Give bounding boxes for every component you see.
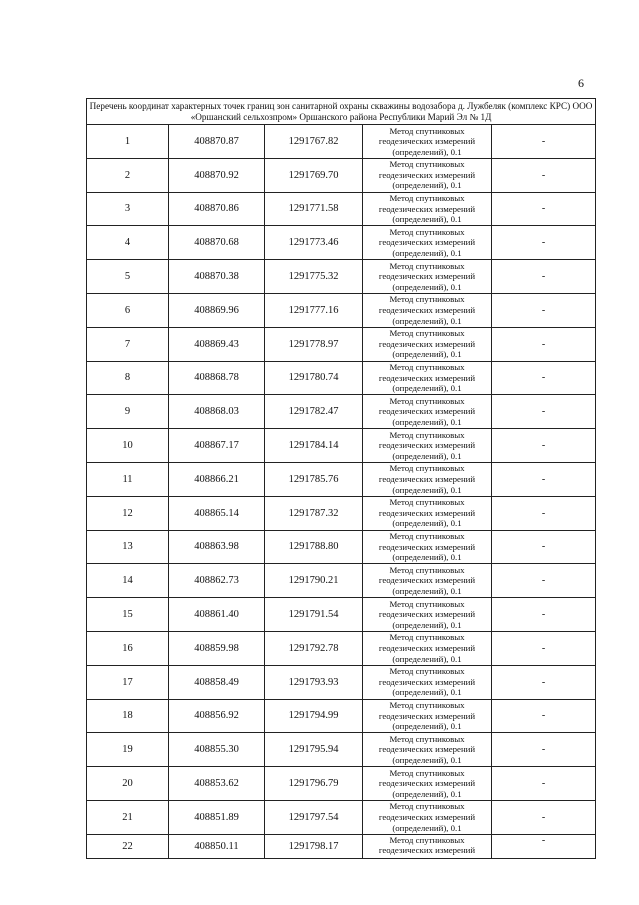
- y-coordinate-cell: 1291769.70: [265, 158, 363, 192]
- method-cell: Метод спутниковых геодезических измерений (определений), 0.1: [363, 293, 492, 327]
- table-row: [87, 834, 596, 858]
- method-cell: Метод спутниковых геодезических измерений (определений), 0.1: [363, 361, 492, 395]
- x-coordinate-cell: 408870.38: [169, 260, 265, 294]
- point-number-cell: 2: [87, 158, 169, 192]
- point-number-cell: 17: [87, 665, 169, 699]
- x-coordinate-cell: 408870.68: [169, 226, 265, 260]
- y-coordinate-cell: 1291794.99: [265, 699, 363, 733]
- empty-value-cell: -: [492, 665, 596, 699]
- method-cell: Метод спутниковых геодезических измерений (определений), 0.1: [363, 327, 492, 361]
- y-coordinate-cell: 1291784.14: [265, 429, 363, 463]
- table-row: [87, 800, 596, 834]
- x-coordinate-cell: 408859.98: [169, 631, 265, 665]
- x-coordinate-cell: 408853.62: [169, 767, 265, 801]
- method-cell: Метод спутниковых геодезических измерений (определений), 0.1: [363, 564, 492, 598]
- table-row: [87, 496, 596, 530]
- table-row: [87, 699, 596, 733]
- table-row: [87, 327, 596, 361]
- point-number-cell: 1: [87, 125, 169, 159]
- table-row: [87, 564, 596, 598]
- table-row: [87, 158, 596, 192]
- empty-value-cell: -: [492, 226, 596, 260]
- y-coordinate-cell: 1291795.94: [265, 733, 363, 767]
- table-row: [87, 226, 596, 260]
- y-coordinate-cell: 1291778.97: [265, 327, 363, 361]
- empty-value-cell: -: [492, 158, 596, 192]
- method-cell: Метод спутниковых геодезических измерений (определений), 0.1: [363, 631, 492, 665]
- empty-value-cell: -: [492, 699, 596, 733]
- table-row: [87, 733, 596, 767]
- method-cell: Метод спутниковых геодезических измерений (определений), 0.1: [363, 125, 492, 159]
- x-coordinate-cell: 408865.14: [169, 496, 265, 530]
- point-number-cell: 11: [87, 462, 169, 496]
- table-row: [87, 665, 596, 699]
- y-coordinate-cell: 1291777.16: [265, 293, 363, 327]
- table-row: [87, 462, 596, 496]
- method-cell: Метод спутниковых геодезических измерений (определений), 0.1: [363, 530, 492, 564]
- method-cell: Метод спутниковых геодезических измерений (определений), 0.1: [363, 226, 492, 260]
- y-coordinate-cell: 1291771.58: [265, 192, 363, 226]
- method-cell: Метод спутниковых геодезических измерений (определений), 0.1: [363, 260, 492, 294]
- empty-value-cell: -: [492, 834, 596, 858]
- y-coordinate-cell: 1291785.76: [265, 462, 363, 496]
- method-cell: Метод спутниковых геодезических измерений (определений), 0.1: [363, 395, 492, 429]
- table-row: [87, 293, 596, 327]
- x-coordinate-cell: 408870.86: [169, 192, 265, 226]
- point-number-cell: 8: [87, 361, 169, 395]
- point-number-cell: 21: [87, 800, 169, 834]
- x-coordinate-cell: 408863.98: [169, 530, 265, 564]
- table-row: [87, 361, 596, 395]
- y-coordinate-cell: 1291797.54: [265, 800, 363, 834]
- table-row: [87, 767, 596, 801]
- empty-value-cell: -: [492, 462, 596, 496]
- empty-value-cell: -: [492, 192, 596, 226]
- empty-value-cell: -: [492, 800, 596, 834]
- empty-value-cell: -: [492, 361, 596, 395]
- table-row: [87, 598, 596, 632]
- point-number-cell: 9: [87, 395, 169, 429]
- y-coordinate-cell: 1291767.82: [265, 125, 363, 159]
- x-coordinate-cell: 408868.03: [169, 395, 265, 429]
- method-cell: Метод спутниковых геодезических измерений (определений), 0.1: [363, 598, 492, 632]
- table-row: [87, 429, 596, 463]
- x-coordinate-cell: 408870.92: [169, 158, 265, 192]
- point-number-cell: 13: [87, 530, 169, 564]
- y-coordinate-cell: 1291798.17: [265, 834, 363, 858]
- method-cell: Метод спутниковых геодезических измерений (определений), 0.1: [363, 665, 492, 699]
- point-number-cell: 4: [87, 226, 169, 260]
- x-coordinate-cell: 408861.40: [169, 598, 265, 632]
- y-coordinate-cell: 1291796.79: [265, 767, 363, 801]
- y-coordinate-cell: 1291780.74: [265, 361, 363, 395]
- empty-value-cell: -: [492, 631, 596, 665]
- table-row: [87, 395, 596, 429]
- x-coordinate-cell: 408850.11: [169, 834, 265, 858]
- method-cell: Метод спутниковых геодезических измерений (определений), 0.1: [363, 699, 492, 733]
- method-cell: Метод спутниковых геодезических измерений (определений), 0.1: [363, 429, 492, 463]
- table-row: [87, 631, 596, 665]
- point-number-cell: 6: [87, 293, 169, 327]
- empty-value-cell: -: [492, 767, 596, 801]
- point-number-cell: 18: [87, 699, 169, 733]
- y-coordinate-cell: 1291790.21: [265, 564, 363, 598]
- x-coordinate-cell: 408855.30: [169, 733, 265, 767]
- point-number-cell: 3: [87, 192, 169, 226]
- point-number-cell: 16: [87, 631, 169, 665]
- table-row: [87, 192, 596, 226]
- table-row: [87, 125, 596, 159]
- table-row: [87, 260, 596, 294]
- empty-value-cell: -: [492, 429, 596, 463]
- empty-value-cell: -: [492, 530, 596, 564]
- method-cell: Метод спутниковых геодезических измерений (определений), 0.1: [363, 496, 492, 530]
- x-coordinate-cell: 408869.96: [169, 293, 265, 327]
- page-number: 6: [578, 76, 584, 90]
- point-number-cell: 12: [87, 496, 169, 530]
- x-coordinate-cell: 408858.49: [169, 665, 265, 699]
- method-cell: Метод спутниковых геодезических измерений (определений), 0.1: [363, 800, 492, 834]
- y-coordinate-cell: 1291788.80: [265, 530, 363, 564]
- empty-value-cell: -: [492, 327, 596, 361]
- point-number-cell: 22: [87, 834, 169, 858]
- x-coordinate-cell: 408866.21: [169, 462, 265, 496]
- x-coordinate-cell: 408869.43: [169, 327, 265, 361]
- empty-value-cell: -: [492, 293, 596, 327]
- y-coordinate-cell: 1291792.78: [265, 631, 363, 665]
- empty-value-cell: -: [492, 598, 596, 632]
- x-coordinate-cell: 408862.73: [169, 564, 265, 598]
- x-coordinate-cell: 408856.92: [169, 699, 265, 733]
- method-cell: Метод спутниковых геодезических измерений (определений), 0.1: [363, 733, 492, 767]
- table-caption: Перечень координат характерных точек границ зон санитарной охраны скважины водозабора д. Лужбеляк (комплекс КРС) ООО «Оршанский сельхозпром» Оршанского района Республики Марий Эл № 1Д: [87, 99, 596, 125]
- empty-value-cell: -: [492, 125, 596, 159]
- y-coordinate-cell: 1291773.46: [265, 226, 363, 260]
- point-number-cell: 5: [87, 260, 169, 294]
- table-body: [87, 125, 596, 859]
- method-cell: Метод спутниковых геодезических измерений (определений), 0.1: [363, 462, 492, 496]
- y-coordinate-cell: 1291793.93: [265, 665, 363, 699]
- point-number-cell: 20: [87, 767, 169, 801]
- method-cell: Метод спутниковых геодезических измерений (определений), 0.1: [363, 767, 492, 801]
- x-coordinate-cell: 408867.17: [169, 429, 265, 463]
- empty-value-cell: -: [492, 496, 596, 530]
- point-number-cell: 19: [87, 733, 169, 767]
- method-cell: Метод спутниковых геодезических измерений (определений), 0.1: [363, 158, 492, 192]
- point-number-cell: 14: [87, 564, 169, 598]
- coordinates-table: [86, 98, 596, 859]
- x-coordinate-cell: 408851.89: [169, 800, 265, 834]
- empty-value-cell: -: [492, 564, 596, 598]
- point-number-cell: 7: [87, 327, 169, 361]
- point-number-cell: 10: [87, 429, 169, 463]
- y-coordinate-cell: 1291791.54: [265, 598, 363, 632]
- x-coordinate-cell: 408870.87: [169, 125, 265, 159]
- empty-value-cell: -: [492, 395, 596, 429]
- table-row: [87, 530, 596, 564]
- point-number-cell: 15: [87, 598, 169, 632]
- empty-value-cell: -: [492, 733, 596, 767]
- y-coordinate-cell: 1291787.32: [265, 496, 363, 530]
- empty-value-cell: -: [492, 260, 596, 294]
- y-coordinate-cell: 1291775.32: [265, 260, 363, 294]
- method-cell: Метод спутниковых геодезических измерений: [363, 834, 492, 858]
- x-coordinate-cell: 408868.78: [169, 361, 265, 395]
- y-coordinate-cell: 1291782.47: [265, 395, 363, 429]
- method-cell: Метод спутниковых геодезических измерений (определений), 0.1: [363, 192, 492, 226]
